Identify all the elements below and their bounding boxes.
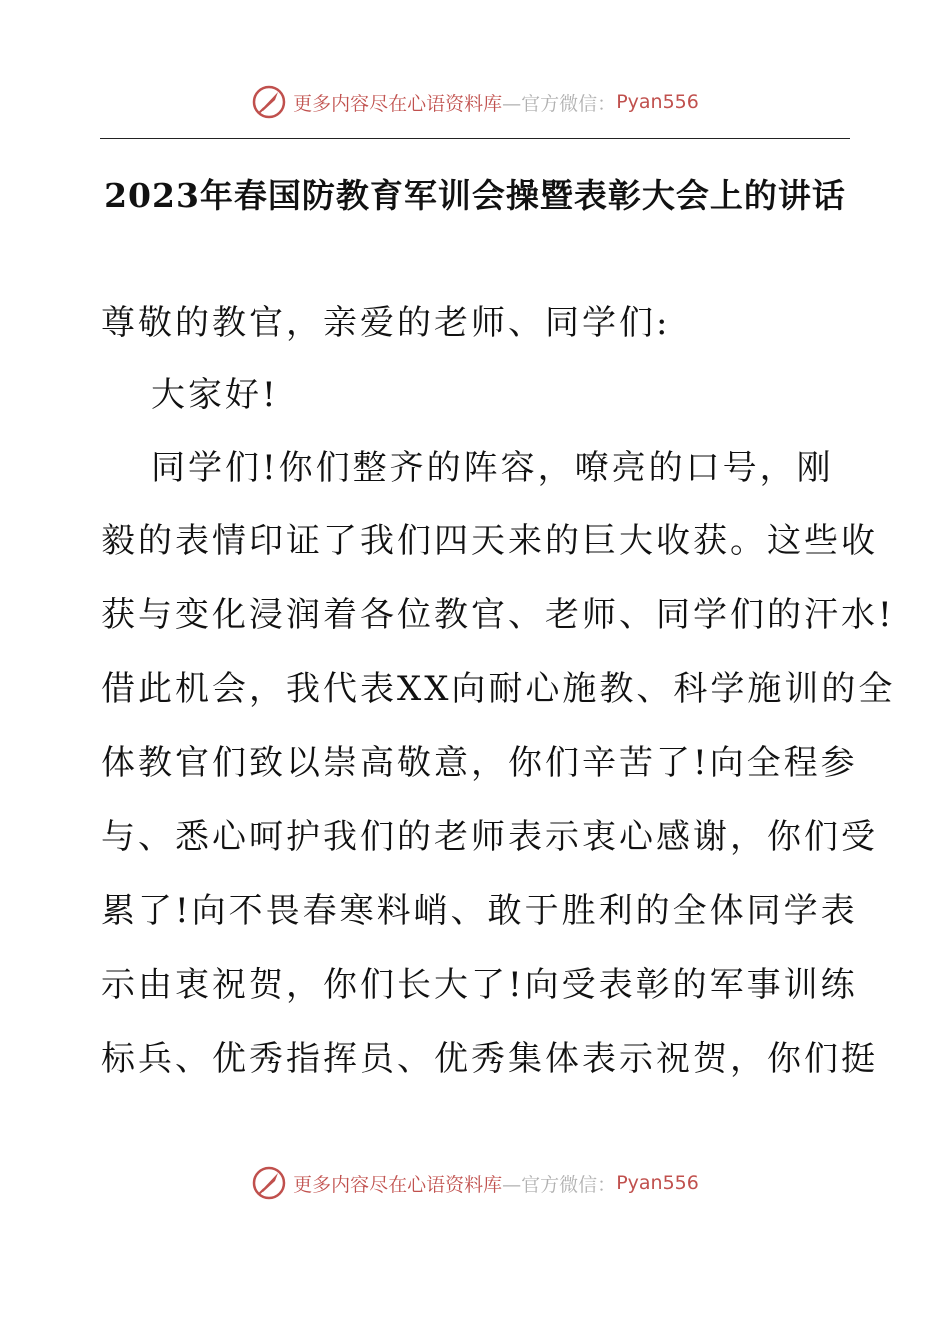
body-line: 与、悉心呵护我们的老师表示衷心感谢，你们受 bbox=[101, 817, 878, 857]
footer-suffix: —官方微信： bbox=[502, 1173, 617, 1196]
body-line: 体教官们致以崇高敬意，你们辛苦了!向全程参 bbox=[101, 743, 858, 783]
salutation: 大家好! bbox=[151, 375, 279, 415]
header-text: 更多内容尽在心语资料库 bbox=[293, 92, 503, 115]
header-banner bbox=[0, 82, 950, 122]
document-title: 2023年春国防教育军训会操暨表彰大会上的讲话 bbox=[104, 176, 846, 215]
greeting: 尊敬的教官，亲爱的老师、同学们: bbox=[101, 303, 671, 343]
header-wechat: Pyan556 bbox=[616, 91, 699, 113]
body-line: 毅的表情印证了我们四天来的巨大收获。这些收 bbox=[101, 521, 878, 561]
body-line: 同学们!你们整齐的阵容，嘹亮的口号，刚 bbox=[151, 448, 834, 488]
footer-banner bbox=[0, 1163, 950, 1203]
body-line: 累了!向不畏春寒料峭、敢于胜利的全体同学表 bbox=[101, 891, 858, 931]
quill-logo-icon bbox=[251, 1165, 287, 1201]
body-line: 示由衷祝贺，你们长大了!向受表彰的军事训练 bbox=[101, 965, 858, 1005]
body-line: 标兵、优秀指挥员、优秀集体表示祝贺，你们挺 bbox=[101, 1039, 878, 1079]
header-divider bbox=[100, 138, 850, 139]
header-suffix: —官方微信： bbox=[502, 92, 617, 115]
body-line: 获与变化浸润着各位教官、老师、同学们的汗水! bbox=[101, 595, 895, 635]
footer-text: 更多内容尽在心语资料库 bbox=[293, 1173, 503, 1196]
body-line: 借此机会，我代表XX向耐心施教、科学施训的全 bbox=[101, 669, 896, 709]
footer-wechat: Pyan556 bbox=[616, 1172, 699, 1194]
quill-logo-icon bbox=[251, 84, 287, 120]
